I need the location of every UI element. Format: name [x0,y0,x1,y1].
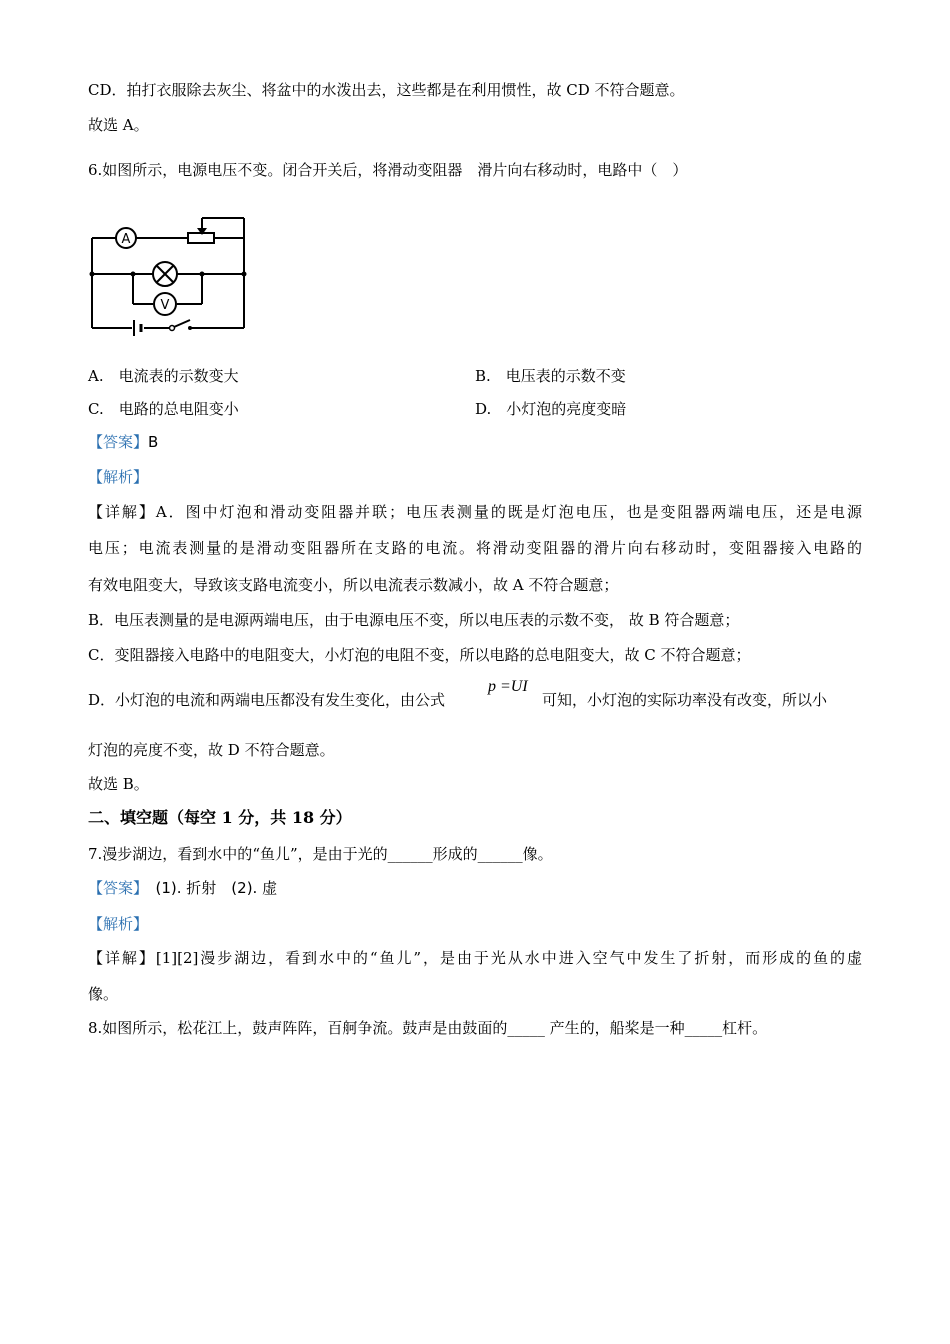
detail-text: A．图中灯泡和滑动变阻器并联；电压表测量的既是灯泡电压，也是变阻器两端电压，还是电源 [155,503,862,521]
choose-a: 故选 A。 [88,116,149,134]
q8-stem: 8.如图所示，松花江上，鼓声阵阵，百舸争流。鼓声是由鼓面的_____ 产生的，船桨是一种_____杠杆。 [88,1019,768,1037]
q6-detail-line-3: 有效电阻变大，导致该支路电流变小，所以电流表示数减小，故 A 不符合题意； [88,576,619,594]
q6-detail-line-2: 电压；电流表测量的是滑动变阻器所在支路的电流。将滑动变阻器的滑片向右移动时，变阻器接入电路的 [88,539,862,557]
q7-detail-line-2: 像。 [88,985,119,1003]
q7-answer [88,878,277,898]
rheostat-icon [188,228,214,243]
detail-tag: 【详解】 [88,949,156,967]
q6-detail-d-2: 灯泡的亮度不变，故 D 不符合题意。 [88,741,335,759]
answer-value: B [148,433,159,451]
q6-detail-b: B．电压表测量的是电源两端电压，由于电源电压不变，所以电压表的示数不变， 故 B 符合题意； [88,611,740,629]
answer-value: (1). 折射 (2). 虚 [140,879,278,897]
detail-text: [1][2]漫步湖边，看到水中的“鱼儿”，是由于光从水中进入空气中发生了折射，而形成的鱼的虚 [155,949,862,967]
lamp-icon [153,262,177,286]
answer-tag: 【答案】 [88,433,149,451]
q7-detail-line-1 [88,948,862,968]
q6-detail-c: C．变阻器接入电路中的电阻变大，小灯泡的电阻不变，所以电路的总电阻变大，故 C 不符合题意； [88,646,751,664]
q6-detail-d-after: 可知，小灯泡的实际功率没有改变，所以小 [542,691,828,709]
circuit-diagram [86,208,256,343]
q6-option-c: C. 电路的总电阻变小 [88,400,239,418]
q6-option-d: D. 小灯泡的亮度变暗 [475,400,627,418]
power-formula: p =UI [488,678,528,695]
svg-text:V: V [160,298,170,313]
q6-option-b: B. 电压表的示数不变 [475,367,626,385]
switch-icon [170,320,193,331]
q6-answer [88,432,158,452]
voltmeter-icon [154,293,176,315]
cd-explanation: CD．拍打衣服除去灰尘、将盆中的水泼出去，这些都是在利用惯性，故 CD 不符合题意。 [88,81,685,99]
q6-detail-line-1 [88,502,862,522]
q6-analysis-tag: 【解析】 [88,468,149,486]
q6-detail-d-before: D．小灯泡的电流和两端电压都没有发生变化，由公式 [88,691,446,709]
q7-stem: 7.漫步湖边，看到水中的“鱼儿”，是由于光的______形成的______像。 [88,845,553,863]
ammeter-icon [116,228,136,248]
q6-option-a: A. 电流表的示数变大 [88,367,239,385]
choose-b: 故选 B。 [88,775,149,793]
section-title: 二、填空题（每空 1 分，共 18 分） [88,808,352,827]
q6-stem: 6.如图所示，电源电压不变。闭合开关后，将滑动变阻器 滑片向右移动时，电路中（ ） [88,161,688,179]
battery-icon [134,320,141,336]
q7-analysis-tag: 【解析】 [88,915,149,933]
svg-text:A: A [121,232,131,247]
detail-tag: 【详解】 [88,503,156,521]
answer-tag: 【答案】 [88,879,141,897]
